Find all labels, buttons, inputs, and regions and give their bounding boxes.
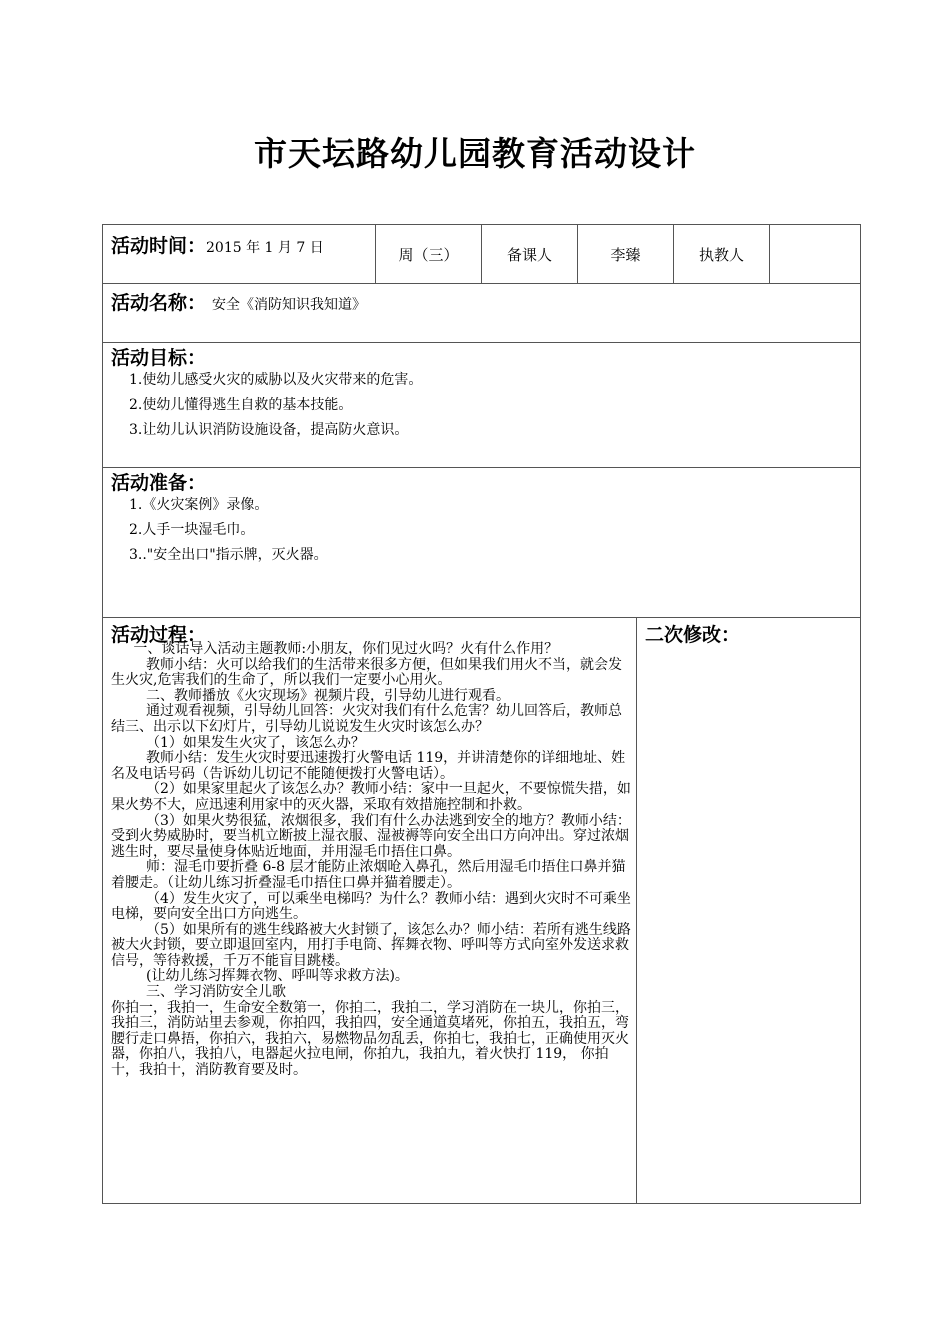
preparation-list (103, 493, 328, 568)
goal-item: 1.使幼儿感受火灾的威胁以及火灾带来的危害。 (129, 372, 423, 388)
revision-label: 二次修改： (645, 624, 741, 646)
process-paragraph: （4）发生火灾了，可以乘坐电梯吗？为什么？教师小结：遇到火灾时不可乘坐电梯，要向安全出口方向逃生。 (111, 890, 631, 923)
goal-item: 3.让幼儿认识消防设施设备，提高防火意识。 (129, 422, 409, 438)
teacher-name-cell (769, 225, 860, 283)
activity-name (111, 288, 366, 315)
preparation-item: 2.人手一块湿毛巾。 (129, 522, 255, 538)
process-label: 活动过程： (111, 624, 207, 646)
page-title: 市天坛路幼儿园教育活动设计 (254, 134, 696, 173)
preparer-name-cell (577, 225, 673, 283)
teacher-label: 执教人 (698, 245, 744, 264)
activity-name-label: 活动名称： (111, 292, 207, 314)
preparer-label: 备课人 (506, 245, 552, 264)
preparation-row (102, 467, 861, 618)
activity-name-row (102, 283, 861, 343)
preparation-label: 活动准备： (111, 472, 207, 494)
activity-time-label: 活动时间： (111, 235, 207, 257)
process-paragraph: 二、教师播放《火灾现场》视频片段，引导幼儿进行观看。 (146, 687, 510, 704)
goals-list (103, 368, 422, 443)
activity-time (111, 231, 324, 258)
process-paragraph: (让幼儿练习挥舞衣物、呼叫等求救方法)。 (146, 968, 409, 985)
activity-time-value: 2015 年 1 月 7 日 (206, 240, 324, 256)
preparation-item: 1.《火灾案例》录像。 (129, 497, 269, 513)
process-paragraph: （3）如果火势很猛，浓烟很多，我们有什么办法逃到安全的地方？教师小结：受到火势威胁时，要当机立断披上湿衣服、湿被褥等向安全出口方向冲出。穿过浓烟逃生时，要尽量使身体贴近地面，并用湿毛巾捂住口鼻。 (111, 812, 631, 860)
preparer-label-cell (481, 225, 577, 283)
process-paragraph: 教师小结：火可以给我们的生活带来很多方便，但如果我们用火不当，就会发生火灾,危害我们的生命了，所以我们一定要小心用火。 (111, 656, 622, 689)
weekday-cell (375, 225, 481, 283)
weekday: 周（三） (398, 245, 459, 264)
process-paragraph: 你拍一，我拍一，生命安全数第一，你拍二，我拍二，学习消防在一块儿，你拍三，我拍三，消防站里去参观，你拍四，我拍四，安全通道莫堵死，你拍五，我拍五，弯腰行走口鼻捂，你拍六，我拍六，易燃物品勿乱丢，你拍七，我拍七，正确使用灭火器，你拍八，我拍八，电器起火拉电闸，你拍九，我拍九，着火快打 119， 你拍十，我拍十，消防教育要及时。 (111, 999, 629, 1079)
activity-name-value: 安全《消防知识我知道》 (212, 297, 367, 313)
process-paragraph: 师：湿毛巾要折叠 6-8 层才能防止浓烟呛入鼻孔，然后用湿毛巾捂住口鼻并猫着腰走。（让幼儿练习折叠湿毛巾捂住口鼻并猫着腰走）。 (111, 859, 626, 891)
preparation-item: 3.."安全出口"指示牌，灭火器。 (129, 547, 328, 563)
process-paragraph: 通过观看视频，引导幼儿回答：火灾对我们有什么危害？幼儿回答后，教师总结三、出示以下幻灯片，引导幼儿说说发生火灾时该怎么办？ (111, 703, 622, 735)
process-paragraph: 三、学习消防安全儿歌 (146, 984, 286, 1001)
goals-row (102, 342, 861, 468)
goals-label: 活动目标： (111, 347, 207, 369)
preparer-name: 李臻 (610, 245, 641, 264)
process-body (111, 642, 631, 1079)
process-paragraph: 一、谈话导入活动主题教师:小朋友，你们见过火吗？火有什么作用？ (133, 641, 559, 657)
teacher-label-cell (673, 225, 769, 283)
process-cell (102, 617, 637, 1204)
revision-cell (636, 617, 861, 1204)
process-paragraph: （2）如果家里起火了该怎么办？教师小结：家中一旦起火，不要惊慌失措，如果火势不大，应迅速利用家中的灭火器，采取有效措施控制和扑救。 (111, 781, 631, 813)
process-paragraph: （5）如果所有的逃生线路被大火封锁了，该怎么办？师小结：若所有逃生线路被大火封锁，要立即退回室内，用打手电筒、挥舞衣物、呼叫等方式向室外发送求救信号，等待救援，千万不能盲目跳楼。 (111, 921, 631, 969)
goal-item: 2.使幼儿懂得逃生自救的基本技能。 (129, 397, 353, 413)
info-row (102, 224, 861, 284)
process-paragraph: （1）如果发生火灾了，该怎么办？ (146, 734, 365, 751)
process-paragraph: 教师小结：发生火灾时要迅速拨打火警电话 119，并讲清楚你的详细地址、姓名及电话号码（告诉幼儿切记不能随便拨打火警电话）。 (111, 750, 626, 782)
